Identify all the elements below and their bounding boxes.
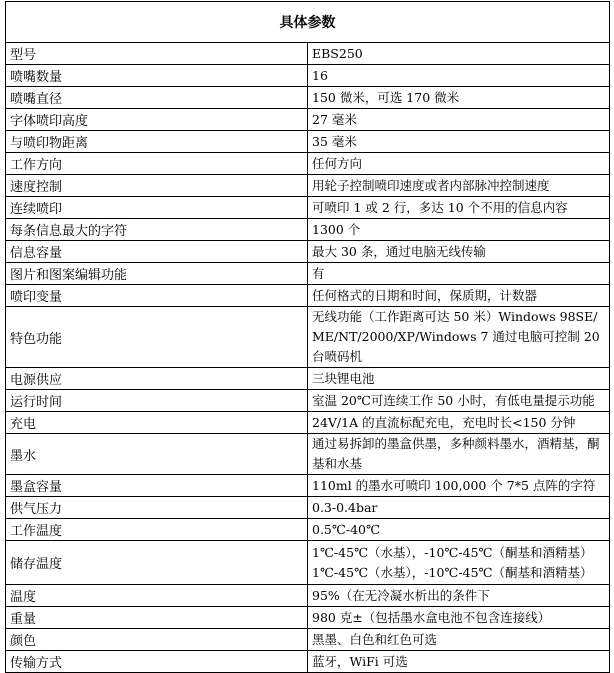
- spec-table: [5, 1, 610, 673]
- table-row: [6, 585, 610, 607]
- spec-label: 温度: [6, 585, 308, 607]
- table-row: [6, 607, 610, 629]
- spec-value: 27 毫米: [308, 109, 610, 131]
- spec-label: 电源供应: [6, 368, 308, 390]
- spec-label: 字体喷印高度: [6, 109, 308, 131]
- spec-label: 型号: [6, 43, 308, 65]
- spec-label: 与喷印物距离: [6, 131, 308, 153]
- spec-label: 图片和图案编辑功能: [6, 263, 308, 285]
- table-row: [6, 434, 610, 475]
- spec-value: 用轮子控制喷印速度或者内部脉冲控制速度: [308, 175, 610, 197]
- spec-label: 速度控制: [6, 175, 308, 197]
- table-row: [6, 651, 610, 673]
- spec-value: 有: [308, 263, 610, 285]
- spec-value: EBS250: [308, 43, 610, 65]
- spec-label: 供气压力: [6, 497, 308, 519]
- spec-label: 工作方向: [6, 153, 308, 175]
- spec-label: 特色功能: [6, 307, 308, 368]
- table-row: [6, 307, 610, 368]
- table-title: 具体参数: [6, 2, 610, 43]
- table-row: [6, 390, 610, 412]
- spec-label: 信息容量: [6, 241, 308, 263]
- spec-label: 重量: [6, 607, 308, 629]
- spec-value: 150 微米，可选 170 微米: [308, 87, 610, 109]
- spec-value: 0.5℃-40℃: [308, 519, 610, 541]
- spec-value: 通过易拆卸的墨盒供墨，多种颜料墨水，酒精基，酮基和水基: [308, 434, 610, 475]
- spec-value: 1300 个: [308, 219, 610, 241]
- table-row: [6, 541, 610, 585]
- spec-label: 传输方式: [6, 651, 308, 673]
- table-row: [6, 153, 610, 175]
- table-row: [6, 412, 610, 434]
- spec-value: 0.3-0.4bar: [308, 497, 610, 519]
- spec-label: 喷嘴数量: [6, 65, 308, 87]
- table-row: [6, 197, 610, 219]
- table-row: [6, 368, 610, 390]
- spec-value: 黑墨、白色和红色可选: [308, 629, 610, 651]
- spec-value: 35 毫米: [308, 131, 610, 153]
- table-row: [6, 175, 610, 197]
- spec-label: 充电: [6, 412, 308, 434]
- table-row: [6, 131, 610, 153]
- spec-label: 工作温度: [6, 519, 308, 541]
- spec-label: 连续喷印: [6, 197, 308, 219]
- table-row: [6, 263, 610, 285]
- spec-value: 无线功能（工作距离可达 50 米）Windows 98SE/ME/NT/2000/XP/Windows 7 通过电脑可控制 20 台喷码机: [308, 307, 610, 368]
- table-row: [6, 497, 610, 519]
- spec-label: 喷嘴直径: [6, 87, 308, 109]
- table-row: [6, 629, 610, 651]
- table-row: [6, 519, 610, 541]
- spec-value: 三块锂电池: [308, 368, 610, 390]
- title-row: [6, 2, 610, 43]
- spec-value: 任何方向: [308, 153, 610, 175]
- spec-value: 980 克±（包括墨水盒电池不包含连接线）: [308, 607, 610, 629]
- spec-value: 可喷印 1 或 2 行，多达 10 个不用的信息内容: [308, 197, 610, 219]
- spec-label: 储存温度: [6, 541, 308, 585]
- spec-value: 95%（在无冷凝水析出的条件下: [308, 585, 610, 607]
- spec-label: 喷印变量: [6, 285, 308, 307]
- table-row: [6, 285, 610, 307]
- spec-value: 16: [308, 65, 610, 87]
- spec-value: 1℃-45℃（水基），-10℃-45℃（酮基和酒精基） 1℃-45℃（水基），-10℃-45℃（酮基和酒精基）: [308, 541, 610, 585]
- spec-value: 蓝牙，WiFi 可选: [308, 651, 610, 673]
- spec-body: [6, 43, 610, 673]
- spec-label: 运行时间: [6, 390, 308, 412]
- table-row: [6, 87, 610, 109]
- spec-value: 24V/1A 的直流标配充电，充电时长<150 分钟: [308, 412, 610, 434]
- spec-label: 每条信息最大的字符: [6, 219, 308, 241]
- table-row: [6, 65, 610, 87]
- table-row: [6, 43, 610, 65]
- spec-label: 墨水: [6, 434, 308, 475]
- spec-value: 110ml 的墨水可喷印 100,000 个 7*5 点阵的字符: [308, 475, 610, 497]
- table-row: [6, 219, 610, 241]
- table-row: [6, 241, 610, 263]
- spec-value: 室温 20℃可连续工作 50 小时，有低电量提示功能: [308, 390, 610, 412]
- spec-value: 最大 30 条，通过电脑无线传输: [308, 241, 610, 263]
- spec-label: 墨盒容量: [6, 475, 308, 497]
- spec-value: 任何格式的日期和时间，保质期，计数器: [308, 285, 610, 307]
- spec-label: 颜色: [6, 629, 308, 651]
- table-row: [6, 109, 610, 131]
- table-row: [6, 475, 610, 497]
